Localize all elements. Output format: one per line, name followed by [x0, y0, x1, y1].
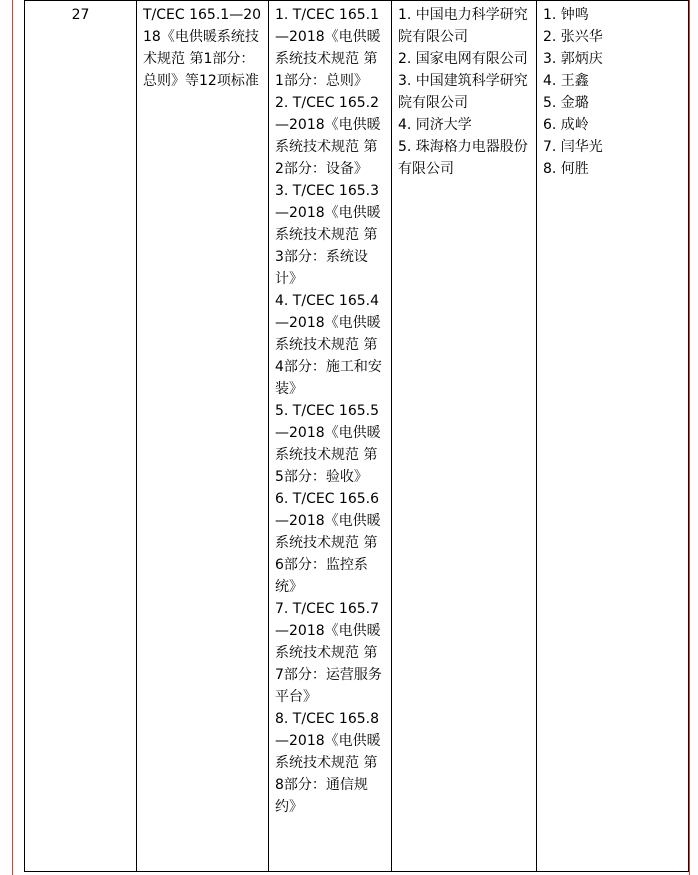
standards-table: [24, 0, 689, 872]
standard-part: 3. T/CEC 165.3—2018《电供暖系统技术规范 第3部分：系统设计》: [275, 183, 381, 287]
people-cell: [537, 0, 689, 871]
person: 4. 王鑫: [543, 73, 589, 89]
standard-name: T/CEC 165.1—2018《电供暖系统技术规范 第1部分：总则》等12项标准: [143, 7, 262, 89]
organization: 1. 中国电力科学研究院有限公司: [398, 7, 528, 45]
standard-part: 6. T/CEC 165.6—2018《电供暖系统技术规范 第6部分：监控系统》: [275, 491, 381, 595]
person: 6. 成岭: [543, 117, 589, 133]
row-number-cell: [25, 0, 137, 871]
person: 7. 闫华光: [543, 139, 603, 155]
organization: 3. 中国建筑科学研究院有限公司: [398, 73, 528, 111]
standard-part: 7. T/CEC 165.7—2018《电供暖系统技术规范 第7部分：运营服务平台》: [275, 601, 382, 705]
standard-part: 2. T/CEC 165.2—2018《电供暖系统技术规范 第2部分：设备》: [275, 95, 381, 177]
standard-name-cell: [137, 0, 269, 871]
page-margin-line-left: [12, 0, 13, 875]
standard-part: 5. T/CEC 165.5—2018《电供暖系统技术规范 第5部分：验收》: [275, 403, 381, 485]
row-number: 27: [71, 7, 90, 23]
person: 1. 钟鸣: [543, 7, 589, 23]
page-margin-line-right: [689, 0, 690, 875]
standard-part: 8. T/CEC 165.8—2018《电供暖系统技术规范 第8部分：通信规约》: [275, 711, 381, 815]
person: 5. 金璐: [543, 95, 589, 111]
standard-part: 4. T/CEC 165.4—2018《电供暖系统技术规范 第4部分：施工和安装》: [275, 293, 382, 397]
organization: 4. 同济大学: [398, 117, 472, 133]
standard-parts-cell: [269, 0, 392, 871]
organizations-cell: [392, 0, 537, 871]
organization: 2. 国家电网有限公司: [398, 51, 528, 67]
person: 3. 郭炳庆: [543, 51, 603, 67]
person: 2. 张兴华: [543, 29, 603, 45]
standard-part: 1. T/CEC 165.1—2018《电供暖系统技术规范 第1部分：总则》: [275, 7, 381, 89]
person: 8. 何胜: [543, 161, 589, 177]
table-row: [25, 0, 689, 871]
organization: 5. 珠海格力电器股份有限公司: [398, 139, 528, 177]
